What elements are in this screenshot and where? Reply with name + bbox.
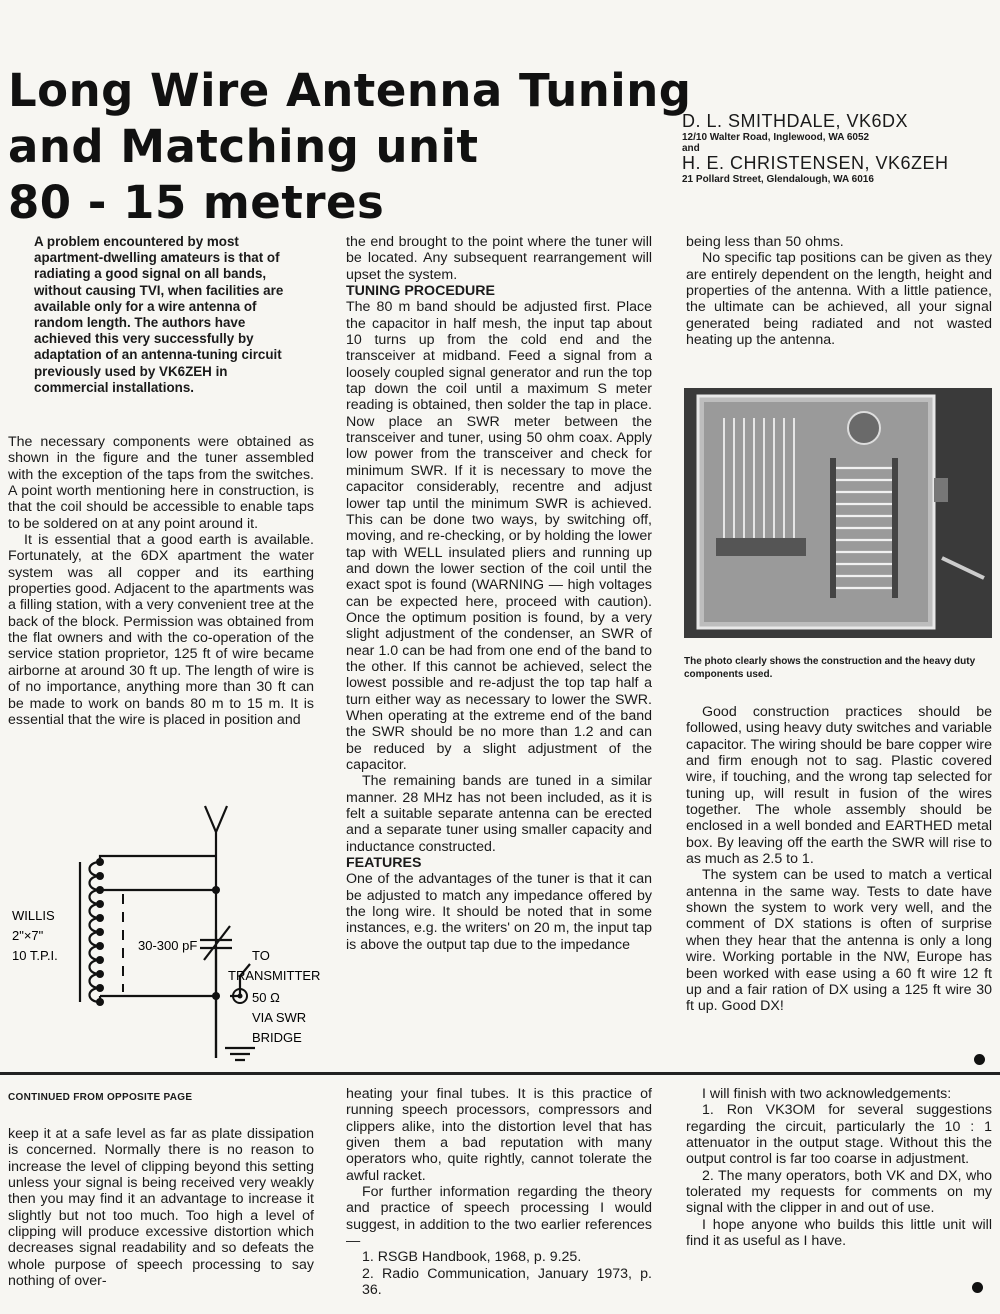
author-address-2: 21 Pollard Street, Glendalough, WA 6016 — [682, 173, 874, 185]
continued-heading: CONTINUED FROM OPPOSITE PAGE — [8, 1092, 193, 1103]
intro-column — [34, 234, 300, 396]
junction-dot — [212, 886, 220, 894]
continued-column-2 — [346, 1086, 652, 1298]
continued-column-1 — [8, 1126, 314, 1289]
title-line-2: and Matching unit — [8, 120, 479, 173]
coil-label-3: 10 T.P.I. — [12, 948, 58, 963]
col1-paragraph-2: It is essential that a good earth is available. Fortunately, at the 6DX apartment the water system was all copper and its earthing properties good. Adjacent to the apartments was a filling station, with a very convenient tree at the back of the block. Permission was obtained from the flat owners and with the co-operation of the service station proprietor, 125 ft of wire became airborne at around 30 ft up. The length of wire is of no importance, anything more than 30 ft can be made to work on bands 80 m to 15 m. It is essential that the wire is placed in position and — [8, 532, 314, 728]
section-divider — [0, 1072, 1000, 1075]
intro-text: A problem encountered by most apartment-dwelling amateurs is that of radiating a good signal on all bands, without causing TVI, when facilities are available only for a wire antenna of random length. The authors have achieved this very successfully by adaptation of an antenna-tuning circuit previously used by VK6ZEH in commercial installations. — [34, 234, 284, 395]
author-address-1: 12/10 Walter Road, Inglewood, WA 6052 — [682, 131, 870, 143]
continued-col3-paragraph-2: 1. Ron VK3OM for several suggestions regarding the circuit, particularly the 10 : 1 attenuator in the output stage. Without this the output control is far too coarse in adjustment. — [686, 1102, 992, 1168]
coil-label-2: 2"×7" — [12, 928, 44, 943]
col3-paragraph-4: The system can be used to match a vertical antenna in the same way. Tests to date have shown the system to work very well, and the comment of DX stations is often of surprise when they hear that the antenna is only a long wire. Working portable in the NW, Europe has been worked with ease using a 60 ft wire 12 ft up and a fair ration of DX using a 125 ft wire 30 ft up. Good DX! — [686, 867, 992, 1015]
column-3-bottom — [686, 704, 992, 1015]
col2-paragraph-1: the end brought to the point where the tuner will be located. Any subsequent rearrangement will upset the system. — [346, 234, 652, 283]
col2-paragraph-4: One of the advantages of the tuner is that it can be adjusted to match any impedance offered by the long wire. It should be noted that in some instances, e.g. the writers' on 20 m, the input tap is above the output tap due to the impedance — [346, 871, 652, 953]
col3-paragraph-1: being less than 50 ohms. — [686, 234, 844, 250]
reference-list — [346, 1249, 652, 1298]
continued-col2-paragraph-2: For further information regarding the theory and practice of speech processing I would suggest, in addition to the two earlier references — — [346, 1184, 652, 1250]
title-line-3: 80 - 15 metres — [8, 176, 385, 229]
end-bullet-2 — [972, 1282, 983, 1293]
title-line-1: Long Wire Antenna Tuning — [8, 64, 692, 117]
end-bullet-1 — [974, 1054, 985, 1065]
photo-caption: The photo clearly shows the construction and the heavy duty components used. — [684, 656, 976, 680]
features-heading: FEATURES — [346, 855, 422, 872]
continued-col1-text: keep it at a safe level as far as plate dissipation is concerned. Normally there is no reason to increase the level of clipping beyond this setting unless your signal is being received very weakly then you may find it an advantage to increase it slightly but not too much. Too high a level of clipping will produce excessive distortion which decreases signal readability and so defeats the whole purpose of speech processing to say nothing of over- — [8, 1126, 314, 1290]
construction-photo — [684, 388, 992, 638]
col2-paragraph-2: The 80 m band should be adjusted first. Place the capacitor in half mesh, the input tap about 10 turns up from the cold end and the transceiver at midband. Feed a signal from a loosely coupled signal generator and run the top tap down the coil until a maximum S meter reading is obtained, then solder the tap in place. Now place an SWR meter between the transceiver and tuner, using 50 ohm coax. Apply low power from the transceiver and check for minimum SWR. If it is necessary to move the capacitor considerably, recentre and adjust lower tap until the minimum SWR is achieved. This can be done two ways, by switching off, moving, and re-checking, or by holding the lower tap with WELL insulated pliers and running up and down the lower section of the coil until the exact spot is found (WARNING — high voltages can be expected here, proceed with caution). Once the optimum position is found, by a very slight adjustment of the condenser, an SWR of near 1.0 can be had from one end of the band to the other. If this cannot be achieved, select the lowest possible and re-adjust the top tap half a turn either way as necessary to lower the SWR. When operating at the extreme end of the band the SWR should be no more than 1.2 and can be reduced by a slight adjustment of the capacitor. — [346, 299, 652, 773]
author-name-1: D. L. SMITHDALE, VK6DX — [682, 111, 909, 131]
author-block — [682, 112, 992, 185]
continued-col3-paragraph-3: 2. The many operators, both VK and DX, who tolerated my requests for comments on my signal with the clipper in and out of use. — [686, 1167, 992, 1217]
continued-col3-paragraph-4: I hope anyone who builds this little unit will find it as useful as I have. — [686, 1216, 992, 1250]
via-label: VIA SWR — [252, 1010, 307, 1025]
to-label: TO — [252, 948, 270, 963]
author-and: and — [682, 142, 700, 154]
col2-paragraph-3: The remaining bands are tuned in a similar manner. 28 MHz has not been included, as it is felt a suitable separate antenna can be erected and a separate tuner using smaller capacity and inductance constructed. — [346, 773, 652, 855]
coil-label-1: WILLIS — [12, 908, 55, 923]
col3-paragraph-2: No specific tap positions can be given as they are entirely dependent on the length, height and properties of the antenna. With a little patience, the ultimate can be achieved, all your signal generated being radiated and not wasted heating up the antenna. — [686, 250, 992, 349]
col3-paragraph-3: Good construction practices should be followed, using heavy duty switches and variable capacitor. The wiring should be bare copper wire and firm enough not to sag. Plastic covered wire, if touching, and the wrong tap selected for tuning up, will result in fusion of the wires together. The whole assembly should be enclosed in a well bonded and EARTHED metal box. By leaving off the earth the SWR will rise to as much as 2.5 to 1. — [686, 704, 992, 868]
column-3-top — [686, 234, 992, 348]
transmitter-label: TRANSMITTER — [228, 968, 321, 983]
bridge-label: BRIDGE — [252, 1030, 302, 1045]
continued-col3-paragraph-1: I will finish with two acknowledgements: — [702, 1086, 952, 1102]
column-2 — [346, 234, 652, 953]
circuit-diagram — [0, 796, 340, 1066]
impedance-label: 50 Ω — [252, 990, 280, 1005]
reference-item-1: 1. RSGB Handbook, 1968, p. 9.25. — [362, 1249, 582, 1266]
col1-paragraph-1: The necessary components were obtained as shown in the figure and the tuner assembled with the exception of the taps from the switches. A point worth mentioning here in construction, is that the coil should be accessible to enable taps to be soldered on at any point around it. — [8, 434, 314, 532]
continued-column-3 — [686, 1086, 992, 1249]
column-1 — [8, 434, 314, 728]
reference-item-2: 2. Radio Communication, January 1973, p. 36. — [362, 1265, 652, 1299]
author-name-2: H. E. CHRISTENSEN, VK6ZEH — [682, 152, 949, 173]
capacitor-label: 30-300 pF — [138, 938, 198, 953]
continued-col2-paragraph-1: heating your final tubes. It is this practice of running speech processors, compressors and clippers alike, into the distortion level that has given them a bad reputation with many operators who, quite rightly, cannot tolerate the awful racket. — [346, 1086, 652, 1184]
tuning-procedure-heading: TUNING PROCEDURE — [346, 283, 495, 300]
